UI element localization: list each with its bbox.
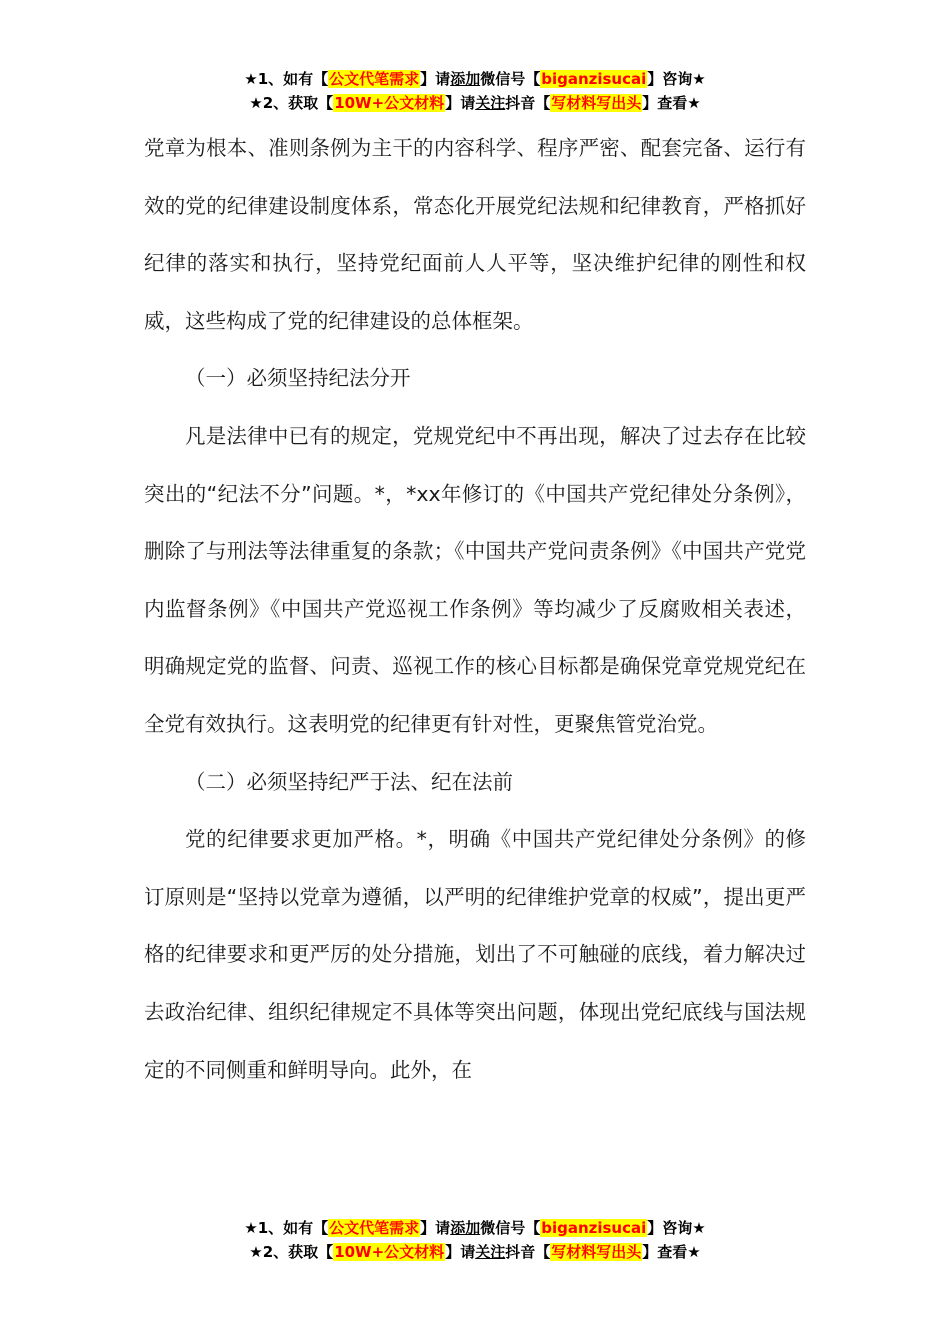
highlight-wechat-id: biganzisucai	[541, 70, 647, 88]
footer-underlined-add: 添加	[450, 1219, 481, 1237]
footer-line-1: ★1、如有【公文代笔需求】请添加微信号【biganzisucai】咨询★	[244, 1219, 706, 1237]
banner-line-2: ★2、获取【10W+公文材料】请关注抖音【写材料写出头】查看★	[249, 94, 701, 112]
banner-line-1: ★1、如有【公文代笔需求】请添加微信号【biganzisucai】咨询★	[244, 70, 706, 88]
section-heading-2: （二）必须坚持纪严于法、纪在法前	[185, 769, 513, 794]
footer-highlight-ghostwriting: 公文代笔需求	[329, 1219, 420, 1237]
footer-highlight-douyin-id: 写材料写出头	[551, 1243, 642, 1261]
document-body	[144, 120, 806, 1099]
underlined-follow: 关注	[475, 94, 506, 112]
paragraph-stricter: 党的纪律要求更加严格。*，明确《中国共产党纪律处分条例》的修订原则是“坚持以党章为遵循，以严明的纪律维护党章的权威”，提出更严格的纪律要求和更严厉的处分措施，划出了不可触碰的底线，着力解决过去政治纪律、组织纪律规定不具体等突出问题，体现出党纪底线与国法规定的不同侧重和鲜明导向。此外，在	[144, 827, 806, 1082]
footer-highlight-materials: 10W+公文材料	[334, 1243, 445, 1261]
section-heading-1: （一）必须坚持纪法分开	[185, 366, 411, 391]
footer-line-2: ★2、获取【10W+公文材料】请关注抖音【写材料写出头】查看★	[249, 1243, 701, 1261]
highlight-ghostwriting: 公文代笔需求	[329, 70, 420, 88]
footer-highlight-wechat-id: biganzisucai	[541, 1219, 647, 1237]
highlight-materials: 10W+公文材料	[334, 94, 445, 112]
footer-underlined-follow: 关注	[475, 1243, 506, 1261]
footer-banner	[0, 1217, 950, 1265]
header-banner	[0, 68, 950, 116]
paragraph-framework: 党章为根本、准则条例为主干的内容科学、程序严密、配套完备、运行有效的党的纪律建设制度体系，常态化开展党纪法规和纪律教育，严格抓好纪律的落实和执行，坚持党纪面前人人平等，坚决维护纪律的刚性和权威，这些构成了党的纪律建设的总体框架。	[144, 136, 806, 333]
highlight-douyin-id: 写材料写出头	[551, 94, 642, 112]
paragraph-separation: 凡是法律中已有的规定，党规党纪中不再出现，解决了过去存在比较突出的“纪法不分”问题。*，*xx年修订的《中国共产党纪律处分条例》，删除了与刑法等法律重复的条款；《中国共产党问责条例》《中国共产党党内监督条例》《中国共产党巡视工作条例》等均减少了反腐败相关表述，明确规定党的监督、问责、巡视工作的核心目标都是确保党章党规党纪在全党有效执行。这表明党的纪律更有针对性，更聚焦管党治党。	[144, 423, 806, 736]
underlined-add: 添加	[450, 70, 481, 88]
